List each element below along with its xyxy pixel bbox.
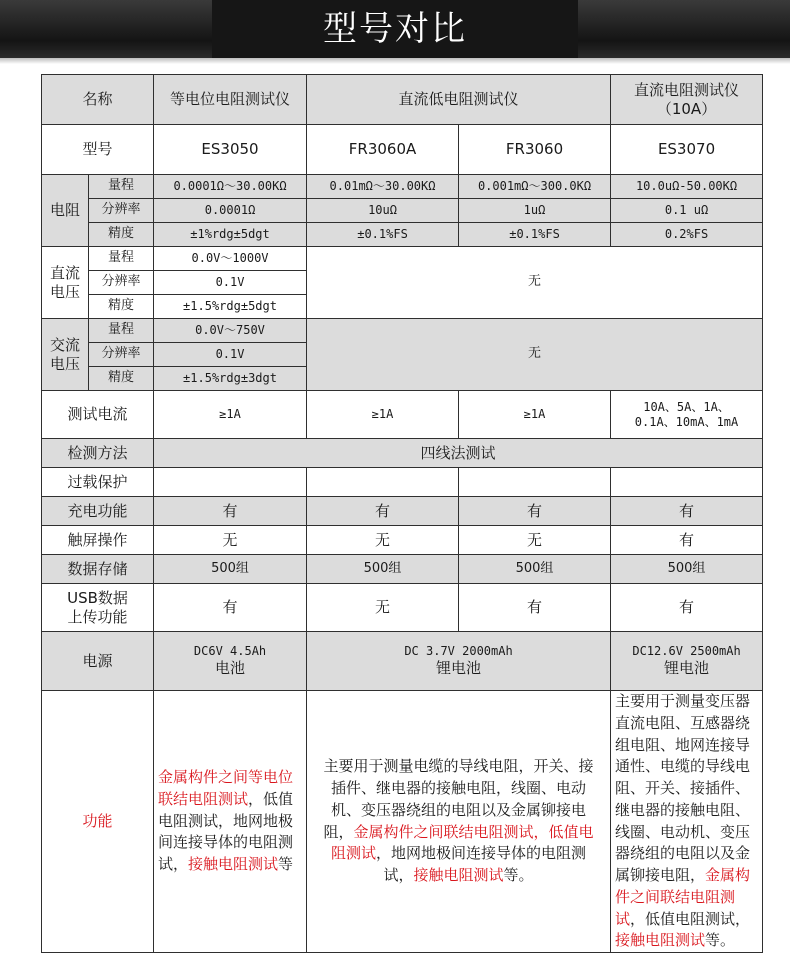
test-current-es3070 [611,391,763,439]
storage-es3070: 500组 [611,555,763,584]
function-es3070-red2: 接触电阻测试 [615,931,706,950]
overload-row [42,468,763,497]
power-es3070-line2: 锂电池 [664,659,710,678]
power-fr-line1: DC 3.7V 2000mAh [404,644,513,659]
model-row [42,125,763,175]
power-es3050-line1: DC6V 4.5Ah [193,644,267,659]
function-es3050-black2: 等 [278,855,294,874]
function-es3050-red2: 接触电阻测试 [188,855,279,874]
function-es3070 [611,691,763,953]
resistance-resolution-es3070: 0.1 uΩ [611,199,763,223]
function-fr-black2: ，地网地极间连接导体的电阻测试， [376,844,587,884]
resistance-accuracy-fr3060: ±0.1%FS [459,223,611,247]
title-banner [0,0,790,58]
usb-label-line1: USB数据 [67,588,128,607]
power-label: 电源 [42,632,154,691]
resistance-resolution-label: 分辨率 [89,199,154,223]
storage-fr3060a: 500组 [307,555,459,584]
comparison-table [41,74,763,953]
resistance-accuracy-es3070: 0.2%FS [611,223,763,247]
charging-row [42,497,763,526]
overload-es3050 [154,468,307,497]
test-current-row [42,391,763,439]
ac-accuracy-label: 精度 [89,367,154,391]
overload-fr3060a [307,468,459,497]
ac-range-row [42,319,763,343]
storage-label: 数据存储 [42,555,154,584]
overload-label: 过载保护 [42,468,154,497]
power-es3050 [154,632,307,691]
model-fr3060a: FR3060A [307,125,459,175]
col-es3070-header-line2: （10A） [656,99,717,118]
ac-resolution-label: 分辨率 [89,343,154,367]
page-title: 型号对比 [323,9,467,49]
touch-es3070: 有 [611,526,763,555]
col-es3070-header-line1: 直流电阻测试仪 [634,80,740,99]
resistance-accuracy-row [42,223,763,247]
test-current-fr3060a: ≥1A [307,391,459,439]
power-es3070-line1: DC12.6V 2500mAh [632,644,741,659]
power-fr [307,632,611,691]
function-fr-red2: 接触电阻测试 [413,866,504,884]
ac-voltage-group-line2: 电压 [49,354,80,373]
touch-fr3060a: 无 [307,526,459,555]
banner-left-panel [0,0,212,58]
dc-range-label: 量程 [89,247,154,271]
resistance-accuracy-label: 精度 [89,223,154,247]
overload-fr3060 [459,468,611,497]
resistance-range-row [42,175,763,199]
dc-voltage-group-label [42,247,89,319]
resistance-resolution-fr3060: 1uΩ [459,199,611,223]
dc-range-es3050: 0.0V～1000V [154,247,307,271]
resistance-resolution-fr3060a: 10uΩ [307,199,459,223]
test-current-fr3060: ≥1A [459,391,611,439]
storage-fr3060: 500组 [459,555,611,584]
col-es3050-header: 等电位电阻测试仪 [154,75,307,125]
function-es3070-black3: 等。 [705,931,736,950]
charging-es3070: 有 [611,497,763,526]
function-es3050-red1: 金属构件之间等电位联结电阻测试 [158,768,294,808]
touch-fr3060: 无 [459,526,611,555]
charging-fr3060a: 有 [307,497,459,526]
resistance-accuracy-fr3060a: ±0.1%FS [307,223,459,247]
dc-voltage-group-line1: 直流 [49,263,80,282]
function-es3070-black2: ，低值电阻测试， [630,909,751,928]
usb-es3070: 有 [611,584,763,632]
name-header: 名称 [42,75,154,125]
storage-row [42,555,763,584]
touch-row [42,526,763,555]
function-es3050 [154,691,307,953]
usb-es3050: 有 [154,584,307,632]
ac-voltage-group-label [42,319,89,391]
resistance-resolution-row [42,199,763,223]
overload-es3070 [611,468,763,497]
usb-fr3060a: 无 [307,584,459,632]
function-fr-black1: 主要用于测量电缆的导线电阻，开关、接插件、继电器的接触电阻，线圈、电动机、变压器绕组的电阻以及金属铆接电阻， [323,757,594,841]
model-label: 型号 [42,125,154,175]
model-es3050: ES3050 [154,125,307,175]
banner-shadow [0,58,790,64]
touch-es3050: 无 [154,526,307,555]
test-current-es3070-line2: 0.1A、10mA、1mA [634,414,739,429]
function-fr-black3: 等。 [503,866,534,884]
usb-row [42,584,763,632]
ac-voltage-group-line1: 交流 [49,335,80,354]
power-es3050-line2: 电池 [215,659,246,678]
dc-accuracy-es3050: ±1.5%rdg±5dgt [154,295,307,319]
power-row [42,632,763,691]
model-es3070: ES3070 [611,125,763,175]
function-es3050-black1: ，低值电阻测试，地网地极间连接导体的电阻测试， [158,789,294,874]
banner-right-panel [578,0,790,58]
charging-fr3060: 有 [459,497,611,526]
ac-resolution-es3050: 0.1V [154,343,307,367]
resistance-range-fr3060: 0.001mΩ～300.0KΩ [459,175,611,199]
function-es3070-black1: 主要用于测量变压器直流电阻、互感器绕组电阻、地网连接导通性、电缆的导线电阻、开关、接插件、继电器的接触电阻、线圈、电动机、变压器绕组的电阻以及金属铆接电阻， [615,692,751,884]
power-es3070 [611,632,763,691]
ac-accuracy-es3050: ±1.5%rdg±3dgt [154,367,307,391]
resistance-range-es3070: 10.0uΩ-50.00KΩ [611,175,763,199]
model-fr3060: FR3060 [459,125,611,175]
usb-label [42,584,154,632]
dc-voltage-none: 无 [307,247,763,319]
dc-accuracy-label: 精度 [89,295,154,319]
method-label: 检测方法 [42,439,154,468]
function-label: 功能 [42,691,154,953]
col-fr-header: 直流低电阻测试仪 [307,75,611,125]
power-fr-line2: 锂电池 [436,659,482,678]
dc-resolution-es3050: 0.1V [154,271,307,295]
ac-range-label: 量程 [89,319,154,343]
test-current-label: 测试电流 [42,391,154,439]
resistance-range-label: 量程 [89,175,154,199]
dc-resolution-label: 分辨率 [89,271,154,295]
resistance-range-fr3060a: 0.01mΩ～30.00KΩ [307,175,459,199]
col-es3070-header [611,75,763,125]
resistance-accuracy-es3050: ±1%rdg±5dgt [154,223,307,247]
ac-voltage-none: 无 [307,319,763,391]
method-row [42,439,763,468]
header-row [42,75,763,125]
usb-label-line2: 上传功能 [67,607,128,626]
function-es3070-red1: 金属构件之间联结电阻测试 [615,866,751,928]
charging-es3050: 有 [154,497,307,526]
function-row [42,691,763,953]
dc-voltage-group-line2: 电压 [49,282,80,301]
resistance-range-es3050: 0.0001Ω～30.00KΩ [154,175,307,199]
usb-fr3060: 有 [459,584,611,632]
touch-label: 触屏操作 [42,526,154,555]
function-fr [307,691,611,953]
resistance-group-label: 电阻 [42,175,89,247]
test-current-es3050: ≥1A [154,391,307,439]
method-value: 四线法测试 [154,439,763,468]
resistance-resolution-es3050: 0.0001Ω [154,199,307,223]
dc-range-row [42,247,763,271]
test-current-es3070-line1: 10A、5A、1A、 [643,399,730,414]
charging-label: 充电功能 [42,497,154,526]
ac-range-es3050: 0.0V～750V [154,319,307,343]
function-fr-red1: 金属构件之间联结电阻测试，低值电阻测试 [331,822,594,863]
storage-es3050: 500组 [154,555,307,584]
